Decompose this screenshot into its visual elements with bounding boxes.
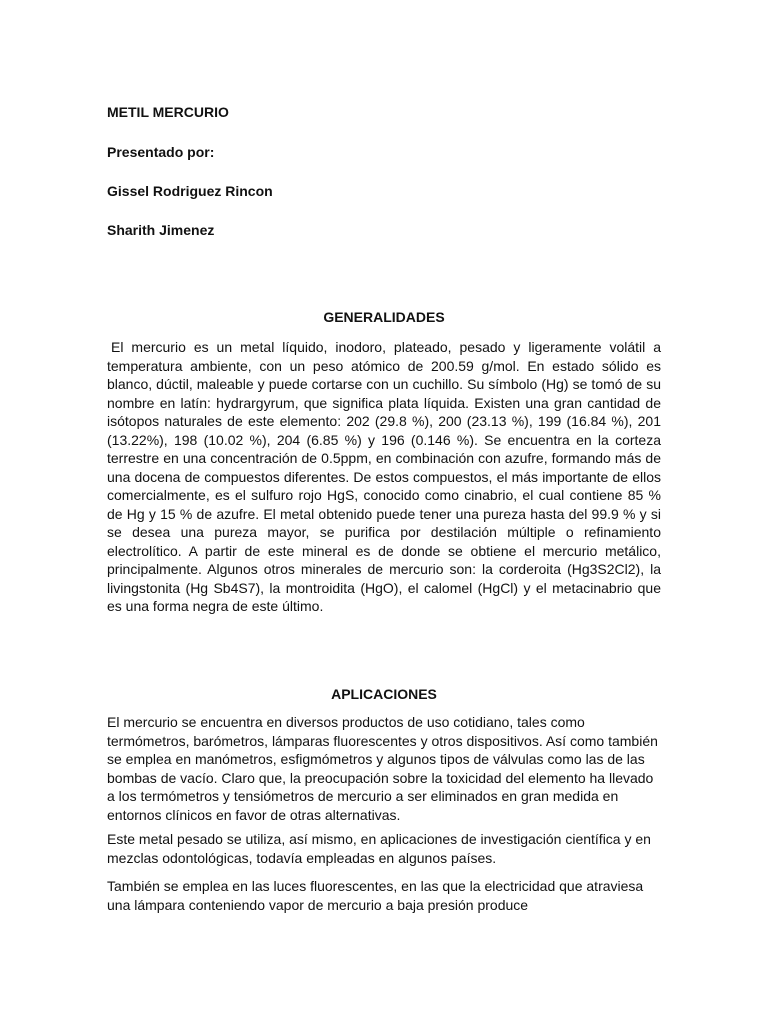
paragraph-generalidades: El mercurio es un metal líquido, inodoro, plateado, pesado y ligeramente volátil a temperatura ambiente, con un peso atómico de 200.59 g/mol. En estado sólido es blanco, dúctil, maleable y puede cortarse con un cuchillo. Su símbolo (Hg) se tomó de su nombre en latín: hydrargyrum, que significa plata líquida. Existen una gran cantidad de isótopos naturales de este elemento: 202 (29.8 %), 200 (23.13 %), 199 (16.84 %), 201 (13.22%), 198 (10.02 %), 204 (6.85 %) y 196 (0.146 %). Se encuentra en la corteza terrestre en una concentración de 0.5ppm, en combinación con azufre, formando más de una docena de compuestos diferentes. De estos compuestos, el más importante de ellos comercialmente, es el sulfuro rojo HgS, conocido como cinabrio, el cual contiene 85 % de Hg y 15 % de azufre. El metal obtenido puede tener una pureza hasta del 99.9 % y si se desea una pureza mayor, se purifica por destilación múltiple o refinamiento electrolítico. A partir de este mineral es de donde se obtiene el mercurio metálico, principalmente. Algunos otros minerales de mercurio son: la corderoita (Hg3S2Cl2), la livingstonita (Hg Sb4S7), la montroidita (HgO), el calomel (HgCl) y el metacinabrio que es una forma negra de este último. — [107, 339, 661, 614]
section-heading-aplicaciones: APLICACIONES — [331, 686, 437, 702]
author-name: Sharith Jimenez — [107, 222, 215, 238]
paragraph-aplicaciones-1: El mercurio se encuentra en diversos productos de uso cotidiano, tales como termómetros, barómetros, lámparas fluorescentes y otros dispositivos. Así como también se emplea en manómetros, esfigmómetros y algunos tipos de válvulas como las de las bombas de vacío. Claro que, la preocupación sobre la toxicidad del elemento ha llevado a los termómetros y tensiómetros de mercurio a ser eliminados en gran medida en entornos clínicos en favor de otras alternativas. — [107, 714, 658, 823]
document-title: METIL MERCURIO — [107, 104, 229, 120]
paragraph-aplicaciones-3: También se emplea en las luces fluorescentes, en las que la electricidad que atraviesa una lámpara conteniendo vapor de mercurio a baja presión produce — [107, 878, 644, 913]
section-heading-generalidades: GENERALIDADES — [323, 309, 445, 325]
presented-by-label: Presentado por: — [107, 144, 215, 160]
author-name: Gissel Rodriguez Rincon — [107, 183, 273, 199]
paragraph-aplicaciones-2: Este metal pesado se utiliza, así mismo, en aplicaciones de investigación científica y en mezclas odontológicas, todavía empleadas en algunos países. — [107, 831, 651, 866]
